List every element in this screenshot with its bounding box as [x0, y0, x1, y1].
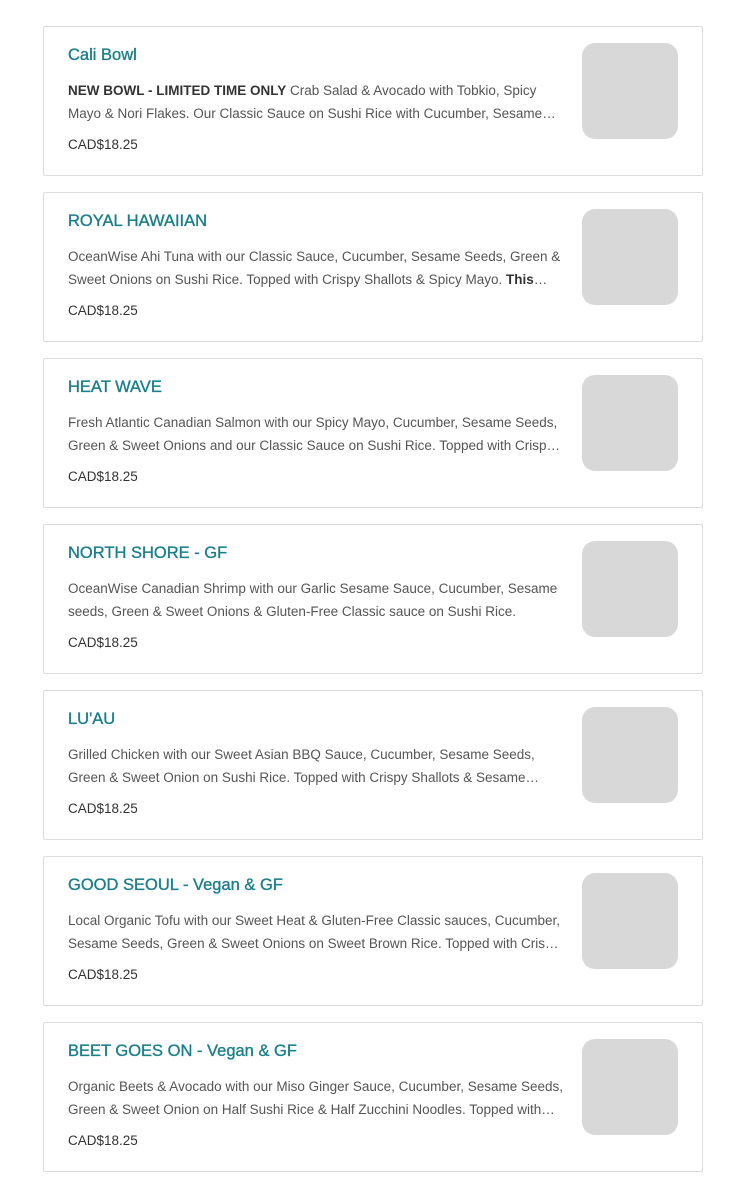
menu-item-card[interactable]	[43, 856, 703, 1006]
menu-item-description	[68, 578, 565, 623]
menu-item-image-placeholder	[582, 1039, 678, 1135]
menu-item-info	[68, 542, 565, 653]
menu-item-card[interactable]	[43, 1022, 703, 1172]
menu-item-info	[68, 874, 565, 985]
menu-item-title: HEAT WAVE	[68, 378, 162, 396]
menu-item-title: ROYAL HAWAIIAN	[68, 212, 208, 230]
menu-item-price: CAD$18.25	[68, 967, 138, 982]
menu-item-title: GOOD SEOUL - Vegan & GF	[68, 876, 283, 894]
menu-item-card[interactable]	[43, 690, 703, 840]
description-highlight: NEW BOWL - LIMITED TIME ONLY	[68, 83, 287, 98]
description-text: Organic Beets & Avocado with our Miso Ginger Sauce, Cucumber, Sesame Seeds, Green & Sweet Onion on Half Sushi Rice & Half Zucchini Noodles. Topped with	[68, 1079, 564, 1117]
menu-item-card[interactable]	[43, 192, 703, 342]
menu-item-description	[68, 246, 565, 291]
description-tail: This	[505, 271, 534, 287]
menu-item-info	[68, 708, 565, 819]
menu-item-image-placeholder	[582, 707, 678, 803]
menu-item-image-placeholder	[582, 541, 678, 637]
description-text: Fresh Atlantic Canadian Salmon with our Spicy Mayo, Cucumber, Sesame Seeds, Green & Sweet Onions and our Classic Sauce on Sushi Rice. Topped with Crispy	[68, 415, 558, 453]
menu-item-info	[68, 1040, 565, 1151]
menu-item-info	[68, 210, 565, 321]
menu-item-title: LU'AU	[68, 710, 116, 728]
menu-item-description	[68, 744, 565, 789]
menu-item-price: CAD$18.25	[68, 137, 138, 152]
description-text: Local Organic Tofu with our Sweet Heat & Gluten-Free Classic sauces, Cucumber, Sesame Seeds, Green & Sweet Onions on Sweet Brown Rice. Topped with Crispy	[68, 913, 560, 951]
menu-item-price: CAD$18.25	[68, 801, 138, 816]
menu-item-image-placeholder	[582, 43, 678, 139]
menu-item-card[interactable]	[43, 26, 703, 176]
menu-item-description	[68, 412, 565, 457]
description-text: OceanWise Ahi Tuna with our Classic Sauce, Cucumber, Sesame Seeds, Green & Sweet Onions on Sushi Rice. Topped with Crispy Shallots & Spicy Mayo.	[68, 249, 561, 287]
menu-item-image-placeholder	[582, 873, 678, 969]
menu-item-info	[68, 44, 565, 155]
description-text: OceanWise Canadian Shrimp with our Garlic Sesame Sauce, Cucumber, Sesame seeds, Green & Sweet Onions & Gluten-Free Classic sauce on Sushi Rice.	[68, 581, 558, 619]
menu-item-price: CAD$18.25	[68, 1133, 138, 1148]
menu-item-description	[68, 80, 565, 125]
menu-item-info	[68, 376, 565, 487]
menu-item-price: CAD$18.25	[68, 303, 138, 318]
menu-item-image-placeholder	[582, 375, 678, 471]
description-text: Grilled Chicken with our Sweet Asian BBQ Sauce, Cucumber, Sesame Seeds, Green & Sweet Onion on Sushi Rice. Topped with Crispy Shallots & Sesame	[68, 747, 535, 785]
menu-item-card[interactable]	[43, 358, 703, 508]
menu-item-title: NORTH SHORE - GF	[68, 544, 228, 562]
menu-item-list	[43, 26, 703, 1188]
menu-item-description	[68, 910, 565, 955]
menu-item-title: Cali Bowl	[68, 46, 137, 64]
menu-item-card[interactable]	[43, 524, 703, 674]
description-text: Crab Salad & Avocado with Tobkio, Spicy Mayo & Nori Flakes. Our Classic Sauce on Sushi Rice with Cucumber, Sesame	[68, 83, 543, 121]
menu-item-title: BEET GOES ON - Vegan & GF	[68, 1042, 297, 1060]
menu-item-price: CAD$18.25	[68, 469, 138, 484]
menu-item-price: CAD$18.25	[68, 635, 138, 650]
menu-item-image-placeholder	[582, 209, 678, 305]
menu-item-description	[68, 1076, 565, 1121]
